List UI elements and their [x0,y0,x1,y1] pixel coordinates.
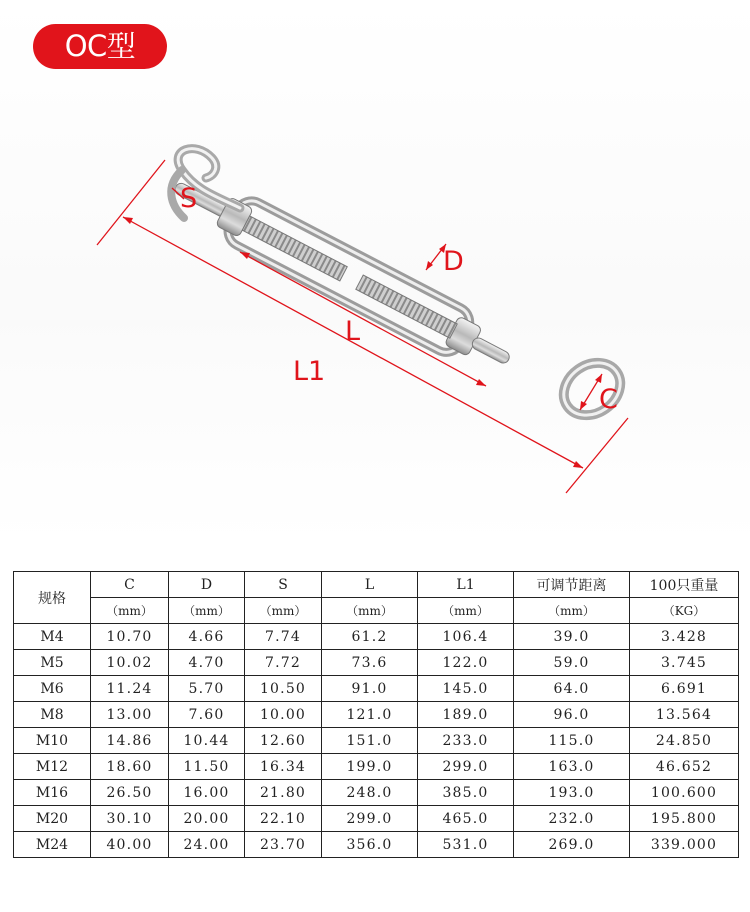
header-row [14,572,739,598]
value-cell: 3.428 [630,624,739,650]
value-cell: 7.74 [245,624,322,650]
value-cell: 10.00 [245,702,322,728]
value-cell: 30.10 [91,806,169,832]
table-row [14,728,739,754]
value-cell: 10.70 [91,624,169,650]
spec-cell: M8 [14,702,91,728]
unit-row [14,598,739,624]
value-cell: 115.0 [514,728,630,754]
value-cell: 11.50 [169,754,245,780]
value-cell: 3.745 [630,650,739,676]
column-header: L [322,572,418,598]
value-cell: 24.850 [630,728,739,754]
value-cell: 299.0 [418,754,514,780]
value-cell: 59.0 [514,650,630,676]
value-cell: 96.0 [514,702,630,728]
label-c: C [599,384,618,415]
value-cell: 14.86 [91,728,169,754]
column-header: 可调节距离 [514,572,630,598]
value-cell: 40.00 [91,832,169,858]
column-header: C [91,572,169,598]
table-row [14,702,739,728]
value-cell: 12.60 [245,728,322,754]
value-cell: 13.564 [630,702,739,728]
value-cell: 195.800 [630,806,739,832]
spec-cell: M16 [14,780,91,806]
value-cell: 248.0 [322,780,418,806]
value-cell: 199.0 [322,754,418,780]
value-cell: 5.70 [169,676,245,702]
table-row [14,624,739,650]
value-cell: 145.0 [418,676,514,702]
value-cell: 7.60 [169,702,245,728]
column-unit: （mm） [91,598,169,624]
table-row [14,806,739,832]
value-cell: 11.24 [91,676,169,702]
value-cell: 269.0 [514,832,630,858]
table-row [14,676,739,702]
value-cell: 39.0 [514,624,630,650]
value-cell: 100.600 [630,780,739,806]
spec-cell: M24 [14,832,91,858]
value-cell: 356.0 [322,832,418,858]
model-badge: OC型 [33,24,167,69]
value-cell: 91.0 [322,676,418,702]
column-unit: （mm） [322,598,418,624]
column-header: S [245,572,322,598]
value-cell: 22.10 [245,806,322,832]
label-l: L [345,316,361,347]
spec-cell: M5 [14,650,91,676]
value-cell: 106.4 [418,624,514,650]
value-cell: 339.000 [630,832,739,858]
spec-cell: M4 [14,624,91,650]
value-cell: 20.00 [169,806,245,832]
value-cell: 10.50 [245,676,322,702]
spec-header: 规格 [14,572,91,624]
value-cell: 64.0 [514,676,630,702]
value-cell: 16.34 [245,754,322,780]
value-cell: 23.70 [245,832,322,858]
column-unit: （mm） [514,598,630,624]
column-unit: （KG） [630,598,739,624]
value-cell: 189.0 [418,702,514,728]
value-cell: 26.50 [91,780,169,806]
value-cell: 10.44 [169,728,245,754]
column-header: D [169,572,245,598]
column-header: 100只重量 [630,572,739,598]
spec-cell: M10 [14,728,91,754]
value-cell: 4.66 [169,624,245,650]
value-cell: 233.0 [418,728,514,754]
spec-cell: M6 [14,676,91,702]
table-row [14,780,739,806]
spec-table [13,571,739,858]
value-cell: 299.0 [322,806,418,832]
column-unit: （mm） [169,598,245,624]
value-cell: 232.0 [514,806,630,832]
value-cell: 6.691 [630,676,739,702]
spec-cell: M12 [14,754,91,780]
table-row [14,832,739,858]
value-cell: 465.0 [418,806,514,832]
table-row [14,754,739,780]
column-unit: （mm） [245,598,322,624]
value-cell: 385.0 [418,780,514,806]
value-cell: 13.00 [91,702,169,728]
value-cell: 531.0 [418,832,514,858]
table-row [14,650,739,676]
value-cell: 151.0 [322,728,418,754]
value-cell: 16.00 [169,780,245,806]
column-header: L1 [418,572,514,598]
value-cell: 24.00 [169,832,245,858]
value-cell: 21.80 [245,780,322,806]
value-cell: 10.02 [91,650,169,676]
value-cell: 122.0 [418,650,514,676]
column-unit: （mm） [418,598,514,624]
value-cell: 7.72 [245,650,322,676]
value-cell: 46.652 [630,754,739,780]
value-cell: 193.0 [514,780,630,806]
value-cell: 73.6 [322,650,418,676]
label-l1: L1 [293,356,326,387]
label-d: D [443,246,464,277]
value-cell: 4.70 [169,650,245,676]
value-cell: 163.0 [514,754,630,780]
value-cell: 18.60 [91,754,169,780]
value-cell: 121.0 [322,702,418,728]
spec-cell: M20 [14,806,91,832]
label-s: S [180,183,198,214]
value-cell: 61.2 [322,624,418,650]
